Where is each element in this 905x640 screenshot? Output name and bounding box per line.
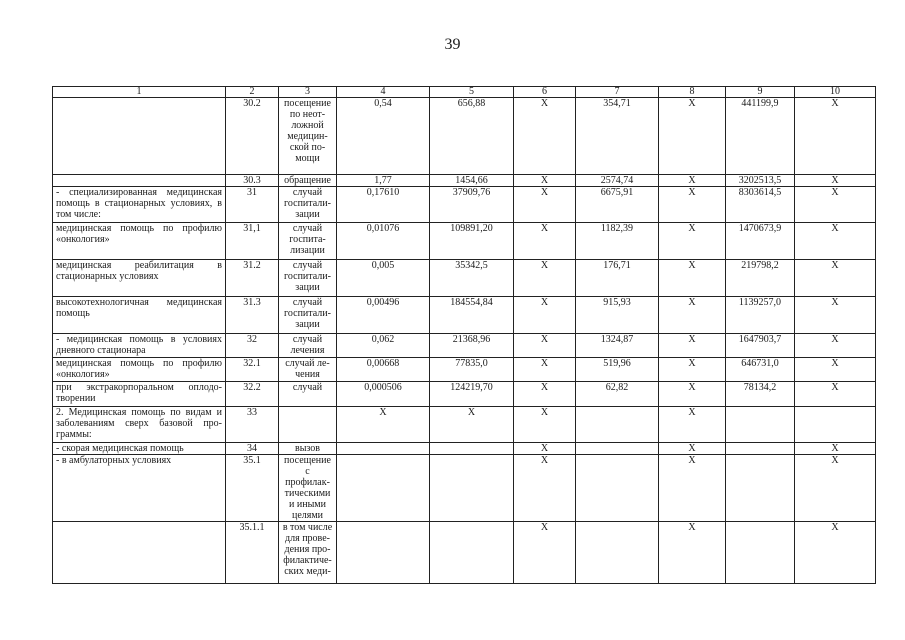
mark-cell: X xyxy=(795,223,876,260)
row-number-cell: 35.1 xyxy=(226,455,279,522)
table-row xyxy=(53,260,876,297)
table-row xyxy=(53,455,876,522)
volume-cell: 0,00668 xyxy=(337,358,430,382)
unit-cell: случай xyxy=(279,382,337,407)
indicator-cell: при экстракорпоральном оплодо-творении xyxy=(53,382,226,407)
mark-cell: X xyxy=(795,382,876,407)
mark-cell: X xyxy=(795,455,876,522)
total-cell: 1470673,9 xyxy=(726,223,795,260)
mark-cell: X xyxy=(795,297,876,334)
total-cell: 3202513,5 xyxy=(726,175,795,187)
unit-cell: случай госпитали-зации xyxy=(279,187,337,223)
row-number-cell: 32 xyxy=(226,334,279,358)
volume-cell: 0,17610 xyxy=(337,187,430,223)
column-number: 3 xyxy=(279,87,337,98)
total-cell: 441199,9 xyxy=(726,98,795,175)
indicator-cell: - специализированная медицинская помощь в стационарных условиях, в том числе: xyxy=(53,187,226,223)
unit-cell: обращение xyxy=(279,175,337,187)
table-row xyxy=(53,358,876,382)
mark-cell: X xyxy=(659,175,726,187)
mark-cell: X xyxy=(795,522,876,584)
total-cell xyxy=(726,407,795,443)
column-number-row xyxy=(53,87,876,98)
per-capita-cell: 915,93 xyxy=(576,297,659,334)
per-capita-cell: 519,96 xyxy=(576,358,659,382)
column-number: 8 xyxy=(659,87,726,98)
indicator-cell xyxy=(53,98,226,175)
mark-cell: X xyxy=(659,297,726,334)
mark-cell: X xyxy=(514,334,576,358)
mark-cell: X xyxy=(659,382,726,407)
mark-cell: X xyxy=(659,407,726,443)
mark-cell: X xyxy=(514,187,576,223)
indicator-cell: - в амбулаторных условиях xyxy=(53,455,226,522)
table-row xyxy=(53,334,876,358)
mark-cell: X xyxy=(795,260,876,297)
table-row xyxy=(53,382,876,407)
unit-cell: посещение по неот-ложной медицин-ской по-мощи xyxy=(279,98,337,175)
per-capita-cell: 6675,91 xyxy=(576,187,659,223)
row-number-cell: 30.3 xyxy=(226,175,279,187)
cost-cell: 77835,0 xyxy=(430,358,514,382)
per-capita-cell: 2574,74 xyxy=(576,175,659,187)
column-number: 6 xyxy=(514,87,576,98)
mark-cell: X xyxy=(514,358,576,382)
mark-cell: X xyxy=(659,334,726,358)
mark-cell: X xyxy=(514,98,576,175)
per-capita-cell: 62,82 xyxy=(576,382,659,407)
column-number: 4 xyxy=(337,87,430,98)
per-capita-cell xyxy=(576,455,659,522)
volume-cell: 0,00496 xyxy=(337,297,430,334)
cost-cell: X xyxy=(430,407,514,443)
row-number-cell: 34 xyxy=(226,443,279,455)
indicator-cell: медицинская помощь по профилю «онкология» xyxy=(53,223,226,260)
per-capita-cell: 1182,39 xyxy=(576,223,659,260)
unit-cell: случай лечения xyxy=(279,334,337,358)
table-row xyxy=(53,522,876,584)
mark-cell: X xyxy=(659,522,726,584)
total-cell: 646731,0 xyxy=(726,358,795,382)
unit-cell xyxy=(279,407,337,443)
cost-cell: 37909,76 xyxy=(430,187,514,223)
per-capita-cell xyxy=(576,522,659,584)
per-capita-cell xyxy=(576,407,659,443)
mark-cell: X xyxy=(795,358,876,382)
indicator-cell xyxy=(53,175,226,187)
mark-cell: X xyxy=(659,187,726,223)
mark-cell: X xyxy=(659,223,726,260)
cost-cell xyxy=(430,522,514,584)
volume-cell: 0,062 xyxy=(337,334,430,358)
unit-cell: случай госпитали-зации xyxy=(279,297,337,334)
mark-cell: X xyxy=(514,382,576,407)
per-capita-cell: 176,71 xyxy=(576,260,659,297)
volume-cell xyxy=(337,455,430,522)
mark-cell: X xyxy=(514,297,576,334)
row-number-cell: 33 xyxy=(226,407,279,443)
cost-cell: 21368,96 xyxy=(430,334,514,358)
row-number-cell: 35.1.1 xyxy=(226,522,279,584)
volume-cell: 0,005 xyxy=(337,260,430,297)
column-number: 10 xyxy=(795,87,876,98)
row-number-cell: 32.2 xyxy=(226,382,279,407)
total-cell: 219798,2 xyxy=(726,260,795,297)
volume-cell: 0,000506 xyxy=(337,382,430,407)
indicator-cell: высокотехнологичная медицинская помощь xyxy=(53,297,226,334)
table-row xyxy=(53,223,876,260)
mark-cell: X xyxy=(514,522,576,584)
column-number: 1 xyxy=(53,87,226,98)
total-cell: 8303614,5 xyxy=(726,187,795,223)
unit-cell: посещение с профилак-тическими и иными целями xyxy=(279,455,337,522)
volume-cell: X xyxy=(337,407,430,443)
per-capita-cell xyxy=(576,443,659,455)
unit-cell: случай госпитали-зации xyxy=(279,260,337,297)
volume-cell: 0,01076 xyxy=(337,223,430,260)
indicator-cell: 2. Медицинская помощь по видам и заболеваниям сверх базовой про-граммы: xyxy=(53,407,226,443)
mark-cell: X xyxy=(514,223,576,260)
total-cell: 1647903,7 xyxy=(726,334,795,358)
mark-cell xyxy=(795,407,876,443)
column-number: 2 xyxy=(226,87,279,98)
row-number-cell: 32.1 xyxy=(226,358,279,382)
per-capita-cell: 1324,87 xyxy=(576,334,659,358)
mark-cell: X xyxy=(659,98,726,175)
row-number-cell: 31.2 xyxy=(226,260,279,297)
table-row xyxy=(53,297,876,334)
cost-cell xyxy=(430,443,514,455)
total-cell: 78134,2 xyxy=(726,382,795,407)
cost-cell: 35342,5 xyxy=(430,260,514,297)
cost-cell: 124219,70 xyxy=(430,382,514,407)
tariff-table xyxy=(52,86,876,584)
mark-cell: X xyxy=(659,260,726,297)
page-number: 39 xyxy=(444,36,461,53)
mark-cell: X xyxy=(795,334,876,358)
total-cell xyxy=(726,522,795,584)
cost-cell: 656,88 xyxy=(430,98,514,175)
cost-cell xyxy=(430,455,514,522)
unit-cell: вызов xyxy=(279,443,337,455)
indicator-cell: медицинская реабилитация в стационарных условиях xyxy=(53,260,226,297)
cost-cell: 184554,84 xyxy=(430,297,514,334)
column-number: 7 xyxy=(576,87,659,98)
table-row xyxy=(53,443,876,455)
mark-cell: X xyxy=(795,443,876,455)
unit-cell: случай ле-чения xyxy=(279,358,337,382)
mark-cell: X xyxy=(795,175,876,187)
per-capita-cell: 354,71 xyxy=(576,98,659,175)
mark-cell: X xyxy=(795,187,876,223)
indicator-cell: медицинская помощь по профилю «онкология» xyxy=(53,358,226,382)
row-number-cell: 31,1 xyxy=(226,223,279,260)
total-cell xyxy=(726,443,795,455)
unit-cell: в том числе для прове-дения про-филактиче-ских меди- xyxy=(279,522,337,584)
row-number-cell: 31.3 xyxy=(226,297,279,334)
row-number-cell: 30.2 xyxy=(226,98,279,175)
total-cell xyxy=(726,455,795,522)
mark-cell: X xyxy=(659,455,726,522)
mark-cell: X xyxy=(514,260,576,297)
indicator-cell: - скорая медицинская помощь xyxy=(53,443,226,455)
indicator-cell xyxy=(53,522,226,584)
volume-cell: 0,54 xyxy=(337,98,430,175)
column-number: 9 xyxy=(726,87,795,98)
total-cell: 1139257,0 xyxy=(726,297,795,334)
indicator-cell: - медицинская помощь в условиях дневного стационара xyxy=(53,334,226,358)
table-row xyxy=(53,187,876,223)
volume-cell: 1,77 xyxy=(337,175,430,187)
unit-cell: случай госпита-лизации xyxy=(279,223,337,260)
mark-cell: X xyxy=(514,443,576,455)
table-row xyxy=(53,175,876,187)
cost-cell: 1454,66 xyxy=(430,175,514,187)
row-number-cell: 31 xyxy=(226,187,279,223)
mark-cell: X xyxy=(659,358,726,382)
column-number: 5 xyxy=(430,87,514,98)
mark-cell: X xyxy=(514,175,576,187)
mark-cell: X xyxy=(659,443,726,455)
mark-cell: X xyxy=(514,455,576,522)
volume-cell xyxy=(337,522,430,584)
mark-cell: X xyxy=(514,407,576,443)
mark-cell: X xyxy=(795,98,876,175)
table-row xyxy=(53,98,876,175)
cost-cell: 109891,20 xyxy=(430,223,514,260)
table-row xyxy=(53,407,876,443)
volume-cell xyxy=(337,443,430,455)
